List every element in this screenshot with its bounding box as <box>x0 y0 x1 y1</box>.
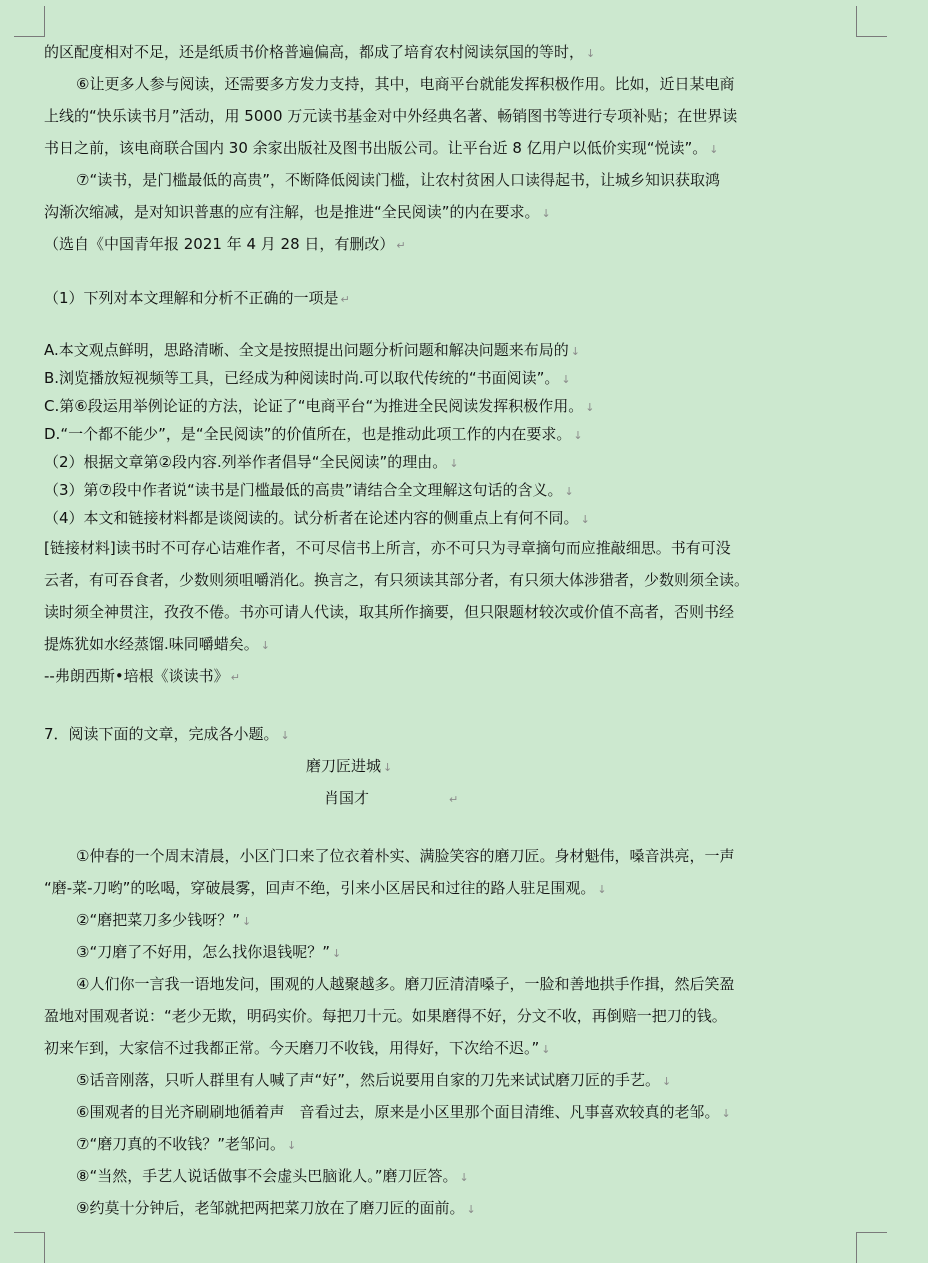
article-paragraph-7: ⑦“磨刀真的不收钱？”老邹问。 ↓ <box>76 1135 297 1153</box>
source-note: （选自《中国青年报 2021 年 4 月 28 日，有删改） ↵ <box>44 235 406 253</box>
page-corner-bottom-left <box>14 1232 45 1263</box>
article-paragraph-5: ⑤话音刚落，只听人群里有人喊了声“好”，然后说要用自家的刀先来试试磨刀匠的手艺。 ↓ <box>76 1071 672 1089</box>
article-author: 肖国才 ↵ <box>324 789 459 807</box>
text-line: 初来乍到，大家信不过我都正常。今天磨刀不收钱，用得好，下次给不迟。” ↓ <box>44 1039 551 1057</box>
section-7-heading: 7．阅读下面的文章，完成各小题。 ↓ <box>44 725 290 743</box>
text-line: 沟渐次缩减，是对知识普惠的应有注解，也是推进“全民阅读”的内在要求。 ↓ <box>44 203 551 221</box>
article-paragraph-2: ②“磨把菜刀多少钱呀？” ↓ <box>76 911 252 929</box>
article-paragraph-1: ①仲春的一个周末清晨，小区门口来了位衣着朴实、满脸笑容的磨刀匠。身材魁伟，嗓音洪亮，一声 <box>76 847 735 865</box>
page-corner-bottom-right <box>856 1232 887 1263</box>
option-a: A.本文观点鲜明，思路清晰、全文是按照提出问题分析问题和解决问题来布局的 ↓ <box>44 341 580 359</box>
option-c: C.第⑥段运用举例论证的方法，论证了“电商平台“为推进全民阅读发挥积极作用。 ↓ <box>44 397 595 415</box>
paragraph-7: ⑦“读书，是门槛最低的高贵”，不断降低阅读门槛，让农村贫困人口读得起书，让城乡知识获取鸿 <box>76 171 720 189</box>
text-line: “磨-菜-刀哟”的吆喝，穿破晨雾，回声不绝，引来小区居民和过往的路人驻足围观。 ↓ <box>44 879 607 897</box>
option-b: B.浏览播放短视频等工具，已经成为种阅读时尚.可以取代传统的“书面阅读”。 ↓ <box>44 369 571 387</box>
question-3: （3）第⑦段中作者说“读书是门槛最低的高贵”请结合全文理解这句话的含义。 ↓ <box>44 481 574 499</box>
text-line: 书日之前，该电商联合国内 30 余家出版社及图书出版公司。让平台近 8 亿用户以低价实现“悦读”。 ↓ <box>44 139 719 157</box>
text-line: 云者，有可吞食者，少数则须咀嚼消化。换言之，有只须读其部分者，有只须大体涉猎者，少数则须全读。 <box>44 571 750 589</box>
text-line: 读时须全神贯注，孜孜不倦。书亦可请人代读，取其所作摘要，但只限题材较次或价值不高者，否则书经 <box>44 603 735 621</box>
option-d: D.“一个都不能少”，是“全民阅读”的价值所在，也是推动此项工作的内在要求。 ↓ <box>44 425 583 443</box>
question-2: （2）根据文章第②段内容.列举作者倡导“全民阅读”的理由。 ↓ <box>44 453 459 471</box>
question-4: （4）本文和链接材料都是谈阅读的。试分析者在论述内容的侧重点上有何不同。 ↓ <box>44 509 590 527</box>
document-page <box>44 36 884 1224</box>
article-paragraph-4: ④人们你一言我一语地发问，围观的人越聚越多。磨刀匠清清嗓子，一脸和善地拱手作揖，然后笑盈 <box>76 975 735 993</box>
page-corner-top-left <box>14 6 45 37</box>
question-1: （1）下列对本文理解和分析不正确的一项是 ↵ <box>44 289 350 307</box>
page-corner-top-right <box>856 6 887 37</box>
linked-material: [链接材料]读书时不可存心诘难作者，不可尽信书上所言，亦不可只为寻章摘句而应推敲细思。书有可没 <box>44 539 731 557</box>
article-paragraph-6: ⑥围观者的目光齐刷刷地循着声 音看过去，原来是小区里那个面目清维、凡事喜欢较真的老邹。 ↓ <box>76 1103 731 1121</box>
text-line: 上线的“快乐读书月”活动，用 5000 万元读书基金对中外经典名著、畅销图书等进行专项补贴；在世界读 <box>44 107 738 125</box>
paragraph-6: ⑥让更多人参与阅读，还需要多方发力支持，其中，电商平台就能发挥积极作用。比如，近日某电商 <box>76 75 735 93</box>
article-paragraph-8: ⑧“当然，手艺人说话做事不会虚头巴脑讹人。”磨刀匠答。 ↓ <box>76 1167 469 1185</box>
text-line: 的区配度相对不足，还是纸质书价格普遍偏高，都成了培育农村阅读氛国的等时， ↓ <box>44 43 596 61</box>
material-author: --弗朗西斯•培根《谈读书》 ↵ <box>44 667 240 685</box>
text-line: 盈地对围观者说：“老少无欺，明码实价。每把刀十元。如果磨得不好，分文不收，再倒赔一把刀的钱。 <box>44 1007 727 1025</box>
article-paragraph-3: ③“刀磨了不好用，怎么找你退钱呢？” ↓ <box>76 943 342 961</box>
text-line: 提炼犹如水经蒸馏.味同嚼蜡矣。 ↓ <box>44 635 270 653</box>
article-paragraph-9: ⑨约莫十分钟后，老邹就把两把菜刀放在了磨刀匠的面前。 ↓ <box>76 1199 476 1217</box>
article-title: 磨刀匠进城 ↓ <box>306 757 393 775</box>
